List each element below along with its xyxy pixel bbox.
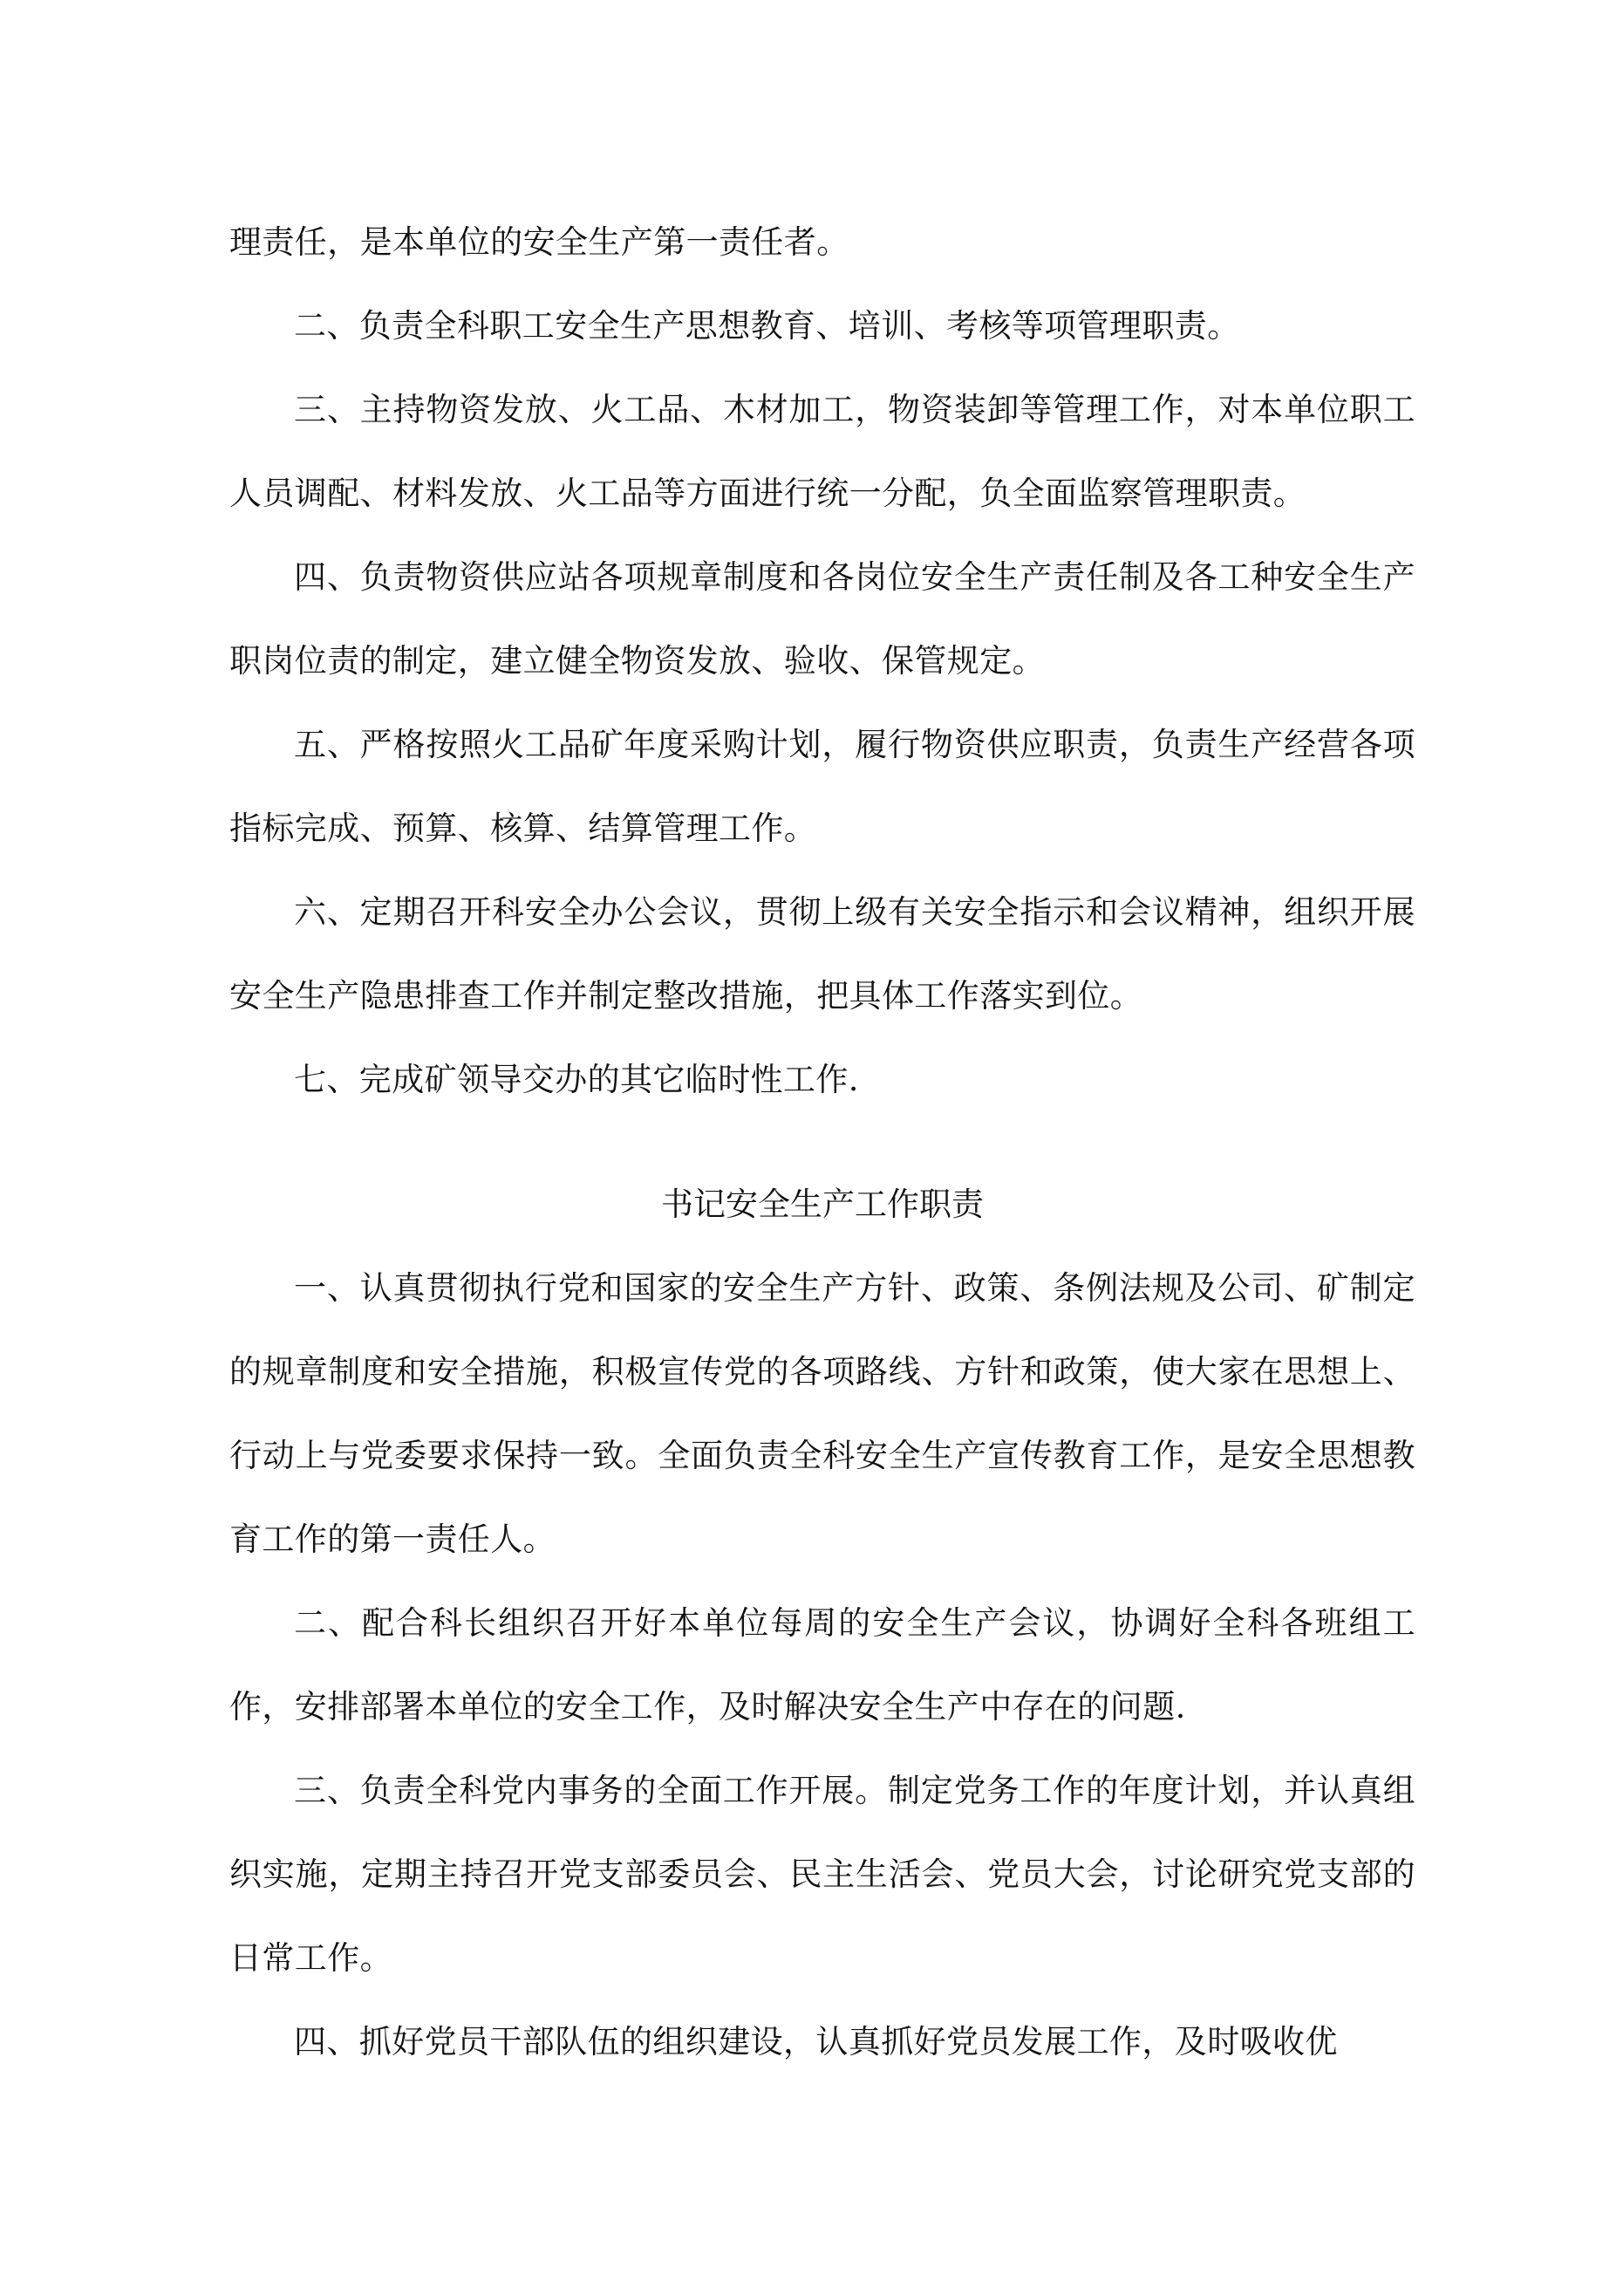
paragraph-item-5: 五、严格按照火工品矿年度采购计划，履行物资供应职责，负责生产经营各项指标完成、预算、核算、结算管理工作。 — [229, 726, 1415, 847]
paragraph-continuation: 理责任，是本单位的安全生产第一责任者。 — [229, 223, 849, 261]
duty-item-2: 二、配合科长组织召开好本单位每周的安全生产会议，协调好全科各班组工作，安排部署本单位的安全工作，及时解决安全生产中存在的问题. — [229, 1604, 1415, 1725]
paragraph-item-6: 六、定期召开科安全办公会议，贯彻上级有关安全指示和会议精神，组织开展安全生产隐患排查工作并制定整改措施，把具体工作落实到位。 — [229, 893, 1415, 1015]
paragraph-item-2: 二、负责全科职工安全生产思想教育、培训、考核等项管理职责。 — [294, 307, 1240, 345]
paragraph-item-4: 四、负责物资供应站各项规章制度和各岗位安全生产责任制及各工种安全生产职岗位责的制定，建立健全物资发放、验收、保管规定。 — [229, 558, 1415, 680]
duty-item-3: 三、负责全科党内事务的全面工作开展。制定党务工作的年度计划，并认真组织实施，定期主持召开党支部委员会、民主生活会、党员大会，讨论研究党支部的日常工作。 — [229, 1772, 1415, 1977]
paragraph-item-7: 七、完成矿领导交办的其它临时性工作. — [294, 1061, 859, 1098]
section-one-body — [229, 201, 1415, 1122]
section-title: 书记安全生产工作职责 — [661, 1186, 984, 1223]
section-two-body — [229, 1247, 1415, 2084]
duty-item-1: 一、认真贯彻执行党和国家的安全生产方针、政策、条例法规及公司、矿制定的规章制度和安全措施，积极宣传党的各项路线、方针和政策，使大家在思想上、行动上与党委要求保持一致。全面负责全科安全生产宣传教育工作，是安全思想教育工作的第一责任人。 — [229, 1269, 1415, 1558]
paragraph-item-3: 三、主持物资发放、火工品、木材加工，物资装卸等管理工作，对本单位职工人员调配、材料发放、火工品等方面进行统一分配，负全面监察管理职责。 — [229, 391, 1415, 512]
duty-item-4: 四、抓好党员干部队伍的组织建设，认真抓好党员发展工作，及时吸收优 — [294, 2023, 1338, 2060]
